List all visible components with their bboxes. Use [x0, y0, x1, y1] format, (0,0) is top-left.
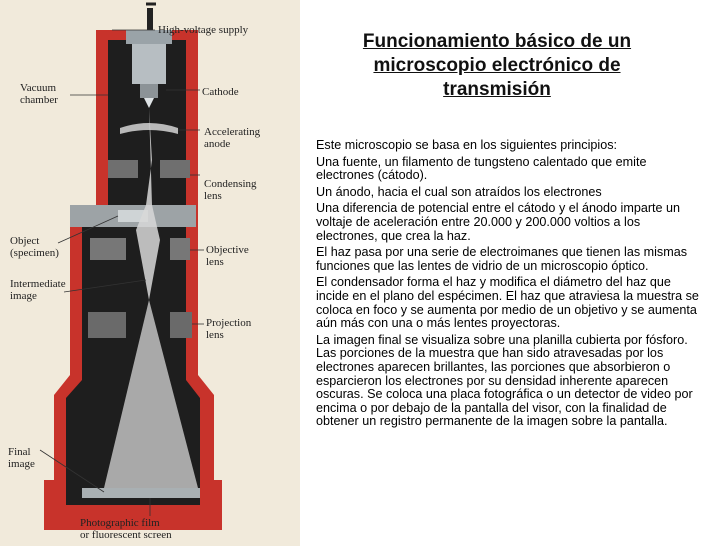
label-final-image: Final image [8, 446, 35, 470]
paragraph-final-image: La imagen final se visualiza sobre una planilla cubierta por fósforo. Las porciones de la muestra que han sido atravesadas por los electrones aparecen brillantes, las porciones que absorbieron o esparcieron los electrones por su densidad inherente aparecen oscuras. Se coloca una placa fotográfica o un detector de video por encima o por debajo de la pantalla del visor, con la finalidad de obtener un registro permanente de la imagen sobre la pantalla. [316, 332, 693, 429]
label-projection-lens: Projection lens [206, 317, 252, 341]
label-accelerating-anode: Accelerating anode [204, 126, 261, 150]
label-vacuum-chamber: Vacuum chamber [20, 82, 58, 106]
microscope-diagram [0, 0, 300, 546]
slide-title: Funcionamiento básico de un microscopio electrónico de transmisión [362, 31, 632, 100]
paragraph-intro: Este microscopio se basa en los siguientes principios: [316, 138, 618, 152]
paragraph-anode: Un ánodo, hacia el cual son atraídos los electrones [316, 184, 602, 199]
projection-lens-right [170, 312, 192, 338]
label-cathode: Cathode [202, 86, 239, 98]
paragraph-condenser: El condensador forma el haz y modifica el diámetro del haz que incide en el plano del espécimen. El haz que atraviesa la muestra se coloca en foco y se aumenta por medio de un objetivo y se aumenta aún más con una o más lentes proyectoras. [316, 275, 699, 331]
objective-lens-left [90, 238, 126, 260]
paragraph-cathode: Una fuente, un filamento de tungsteno calentado que emite electrones (cátodo). [316, 154, 647, 183]
label-intermediate-image: Intermediate image [10, 278, 66, 302]
paragraph-electromagnets: El haz pasa por una serie de electroimanes que tienen las mismas funciones que las lentes de vidrio de un microscopio óptico. [316, 245, 688, 273]
condenser-lens-right [160, 160, 190, 178]
cathode-shape [132, 44, 166, 84]
label-photographic-film: Photographic film or fluorescent screen [80, 517, 172, 541]
label-objective-lens: Objective lens [206, 244, 249, 268]
slide-body [316, 139, 702, 432]
projection-lens-left [88, 312, 126, 338]
label-object-specimen: Object (specimen) [10, 235, 59, 259]
paragraph-voltage: Una diferencia de potencial entre el cátodo y el ánodo imparte un voltaje de aceleración entre 20.000 y 200.000 voltios a los electrones, que crea la haz. [316, 201, 681, 243]
objective-lens-right [170, 238, 190, 260]
label-condensing-lens: Condensing lens [204, 178, 257, 202]
condenser-lens-left [108, 160, 138, 178]
label-high-voltage-supply: High-voltage supply [158, 24, 249, 36]
